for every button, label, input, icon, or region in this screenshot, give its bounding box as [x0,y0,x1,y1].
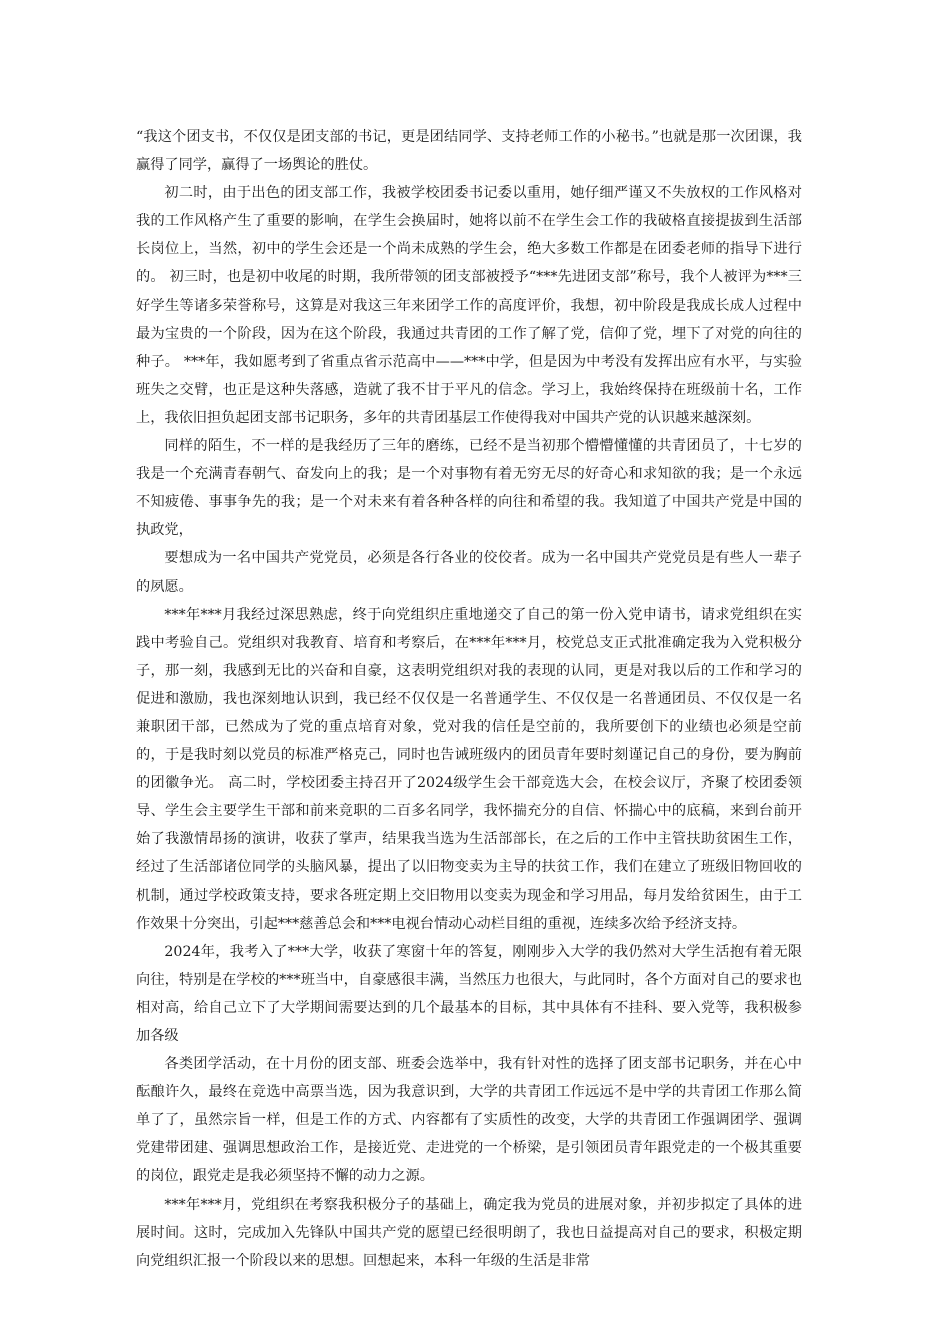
document-body [136,123,802,1275]
paragraph-3: 同样的陌生，不一样的是我经历了三年的磨练，已经不是当初那个懵懵懂懂的共青团员了，十七岁的我是一个充满青春朝气、奋发向上的我；是一个对事物有着无穷无尽的好奇心和求知欲的我；是一个永远不知疲倦、事事争先的我；是一个对未来有着各种各样的向往和希望的我。我知道了中国共产党是中国的执政党， [136,438,802,539]
paragraph-7: 各类团学活动，在十月份的团支部、班委会选举中，我有针对性的选择了团支部书记职务，并在心中酝酿许久，最终在竞选中高票当选，因为我意识到，大学的共青团工作远远不是中学的共青团工作那么简单了了，虽然宗旨一样，但是工作的方式、内容都有了实质性的改变，大学的共青团工作强调团学、强调党建带团建、强调思想政治工作，是接近党、走进党的一个桥梁，是引领团员青年跟党走的一个极其重要的岗位，跟党走是我必须坚持不懈的动力之源。 [136,1056,802,1185]
paragraph-6: 2024年，我考入了***大学，收获了寒窗十年的答复，刚刚步入大学的我仍然对大学生活抱有着无限向往，特别是在学校的***班当中，自豪感很丰满，当然压力也很大，与此同时，各个方面对自己的要求也相对高，给自己立下了大学期间需要达到的几个最基本的目标，其中具体有不挂科、要入党等，我积极参加各级 [136,943,802,1044]
paragraph-5: ***年***月我经过深思熟虑，终于向党组织庄重地递交了自己的第一份入党申请书，请求党组织在实践中考验自己。党组织对我教育、培育和考察后，在***年***月，校党总支正式批准确定我为入党积极分子，那一刻，我感到无比的兴奋和自豪，这表明党组织对我的表现的认同，更是对我以后的工作和学习的促进和激励，我也深刻地认识到，我已经不仅仅是一名普通学生、不仅仅是一名普通团员、不仅仅是一名兼职团干部，已然成为了党的重点培育对象，党对我的信任是空前的，我所要创下的业绩也必须是空前的，于是我时刻以党员的标准严格克己，同时也告诫班级内的团员青年要时刻谨记自己的身份，要为胸前的团徽争光。 高二时，学校团委主持召开了2024级学生会干部竞选大会，在校会议厅，齐聚了校团委领导、学生会主要学生干部和前来竞职的二百多名同学，我怀揣充分的自信、怀揣心中的底稿，来到台前开始了我激情昂扬的演讲，收获了掌声，结果我当选为生活部部长，在之后的工作中主管扶助贫困生工作，经过了生活部诸位同学的头脑风暴，提出了以旧物变卖为主导的扶贫工作，我们在建立了班级旧物回收的机制，通过学校政策支持，要求各班定期上交旧物用以变卖为现金和学习用品，每月发给贫困生，由于工作效果十分突出，引起***慈善总会和***电视台情动心动栏目组的重视，连续多次给予经济支持。 [136,606,802,932]
paragraph-4: 要想成为一名中国共产党党员，必须是各行各业的佼佼者。成为一名中国共产党党员是有些人一辈子的夙愿。 [136,550,802,595]
paragraph-8: ***年***月，党组织在考察我积极分子的基础上，确定我为党员的进展对象，并初步拟定了具体的进展时间。这时，完成加入先锋队中国共产党的愿望已经很明朗了，我也日益提高对自己的要求，积极定期向党组织汇报一个阶段以来的思想。回想起来，本科一年级的生活是非常 [136,1196,802,1269]
paragraph-2: 初二时，由于出色的团支部工作，我被学校团委书记委以重用，她仔细严谨又不失放权的工作风格对我的工作风格产生了重要的影响，在学生会换届时，她将以前不在学生会工作的我破格直接提拔到生活部长岗位上，当然，初中的学生会还是一个尚未成熟的学生会，绝大多数工作都是在团委老师的指导下进行的。 初三时，也是初中收尾的时期，我所带领的团支部被授予“***先进团支部”称号，我个人被评为***三好学生等诸多荣誉称号，这算是对我这三年来团学工作的高度评价，我想，初中阶段是我成长成人过程中最为宝贵的一个阶段，因为在这个阶段，我通过共青团的工作了解了党，信仰了党，埋下了对党的向往的种子。 ***年，我如愿考到了省重点省示范高中——***中学，但是因为中考没有发挥出应有水平，与实验班失之交臂，也正是这种失落感，造就了我不甘于平凡的信念。学习上，我始终保持在班级前十名，工作上，我依旧担负起团支部书记职务，多年的共青团基层工作使得我对中国共产党的认识越来越深刻。 [136,185,802,426]
paragraph-1: “我这个团支书，不仅仅是团支部的书记，更是团结同学、支持老师工作的小秘书。”也就是那一次团课，我赢得了同学，赢得了一场舆论的胜仗。 [136,129,802,174]
